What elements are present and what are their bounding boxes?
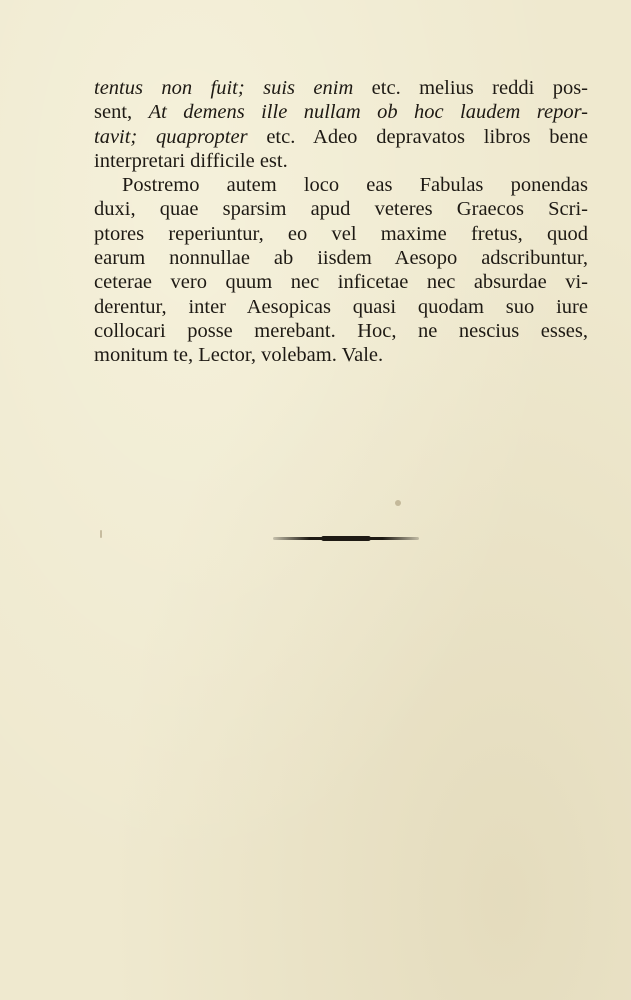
paper-speck xyxy=(395,500,401,506)
paper-speck xyxy=(100,530,102,538)
text-run: sent, xyxy=(94,101,149,124)
text-line: ptores reperiuntur, eo vel maxime fretus, quod xyxy=(94,222,588,245)
text-line: collocari posse merebant. Hoc, ne nescius esses, xyxy=(94,319,588,342)
text-run: etc. Adeo depravatos libros bene xyxy=(247,125,588,148)
decorative-rule xyxy=(273,537,419,540)
text-line: Postremo autem loco eas Fabulas ponendas xyxy=(122,174,588,197)
text-line: earum nonnullae ab iisdem Aesopo adscribuntur, xyxy=(94,247,588,270)
text-run: tentus non fuit; suis enim xyxy=(94,77,354,99)
text-line xyxy=(94,149,588,173)
paragraph-postremo xyxy=(94,173,588,367)
text-line: derentur, inter Aesopicas quasi quodam suo iure xyxy=(94,295,588,318)
paragraph-continuation xyxy=(94,76,588,173)
text-run: etc. melius reddi pos- xyxy=(353,77,588,99)
text-line: monitum te, Lector, volebam. Vale. xyxy=(94,344,384,367)
text-line xyxy=(94,100,588,124)
text-run: At demens ille nullam ob hoc laudem repor- xyxy=(148,101,588,124)
text-line: duxi, quae sparsim apud veteres Graecos Scri- xyxy=(94,198,588,221)
text-line xyxy=(94,125,588,149)
text-line: ceterae vero quum nec inficetae nec absurdae vi- xyxy=(94,271,588,294)
text-run: tavit; quapropter xyxy=(94,125,248,148)
text-line xyxy=(94,76,588,100)
body-text xyxy=(94,76,588,368)
text-run: interpretari difficile est. xyxy=(94,149,288,172)
